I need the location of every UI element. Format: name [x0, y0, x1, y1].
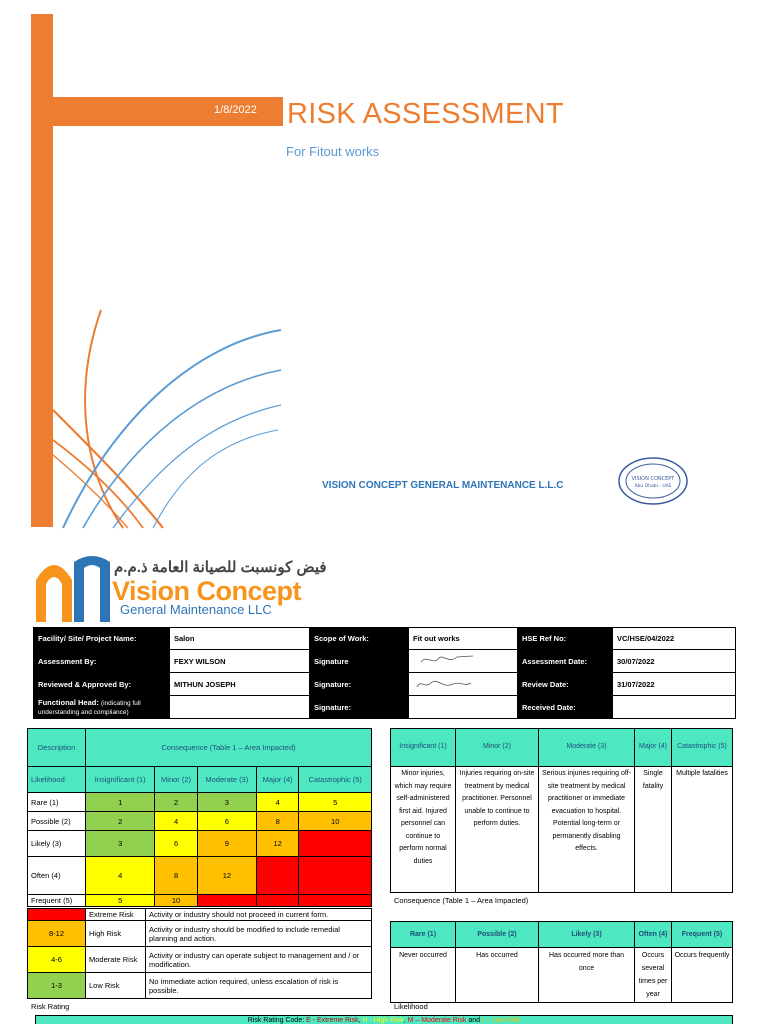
likelihood-header: Often (4)	[635, 922, 672, 948]
received-date-value	[613, 696, 736, 719]
review-date-label: Review Date:	[518, 673, 613, 696]
functional-head-label	[34, 696, 170, 719]
risk-rating-table	[27, 908, 372, 999]
code-strip-low: L - Low Risk	[481, 1017, 521, 1024]
assessed-by-value: FEXY WILSON	[170, 650, 310, 673]
rating-description: Activity or industry should be modified to include remedial planning and action.	[146, 921, 372, 947]
decorative-swooshes	[53, 270, 283, 530]
risk-rating-caption: Risk Rating	[31, 1002, 70, 1011]
matrix-row-label: Frequent (5)	[28, 895, 86, 907]
matrix-col-header: Moderate (3)	[197, 767, 256, 793]
logo-arabic-text: فيض كونسبت للصيانة العامة ذ.م.م	[114, 559, 327, 576]
matrix-row-label: Rare (1)	[28, 793, 86, 812]
risk-matrix-table	[27, 728, 372, 907]
likelihood-description: Occurs several times per year	[635, 948, 672, 1003]
company-stamp	[617, 456, 689, 506]
matrix-cell: 8	[256, 812, 298, 831]
matrix-cell: 3	[86, 831, 155, 857]
consequence-description: Single fatality	[635, 767, 672, 893]
rating-code: 15-25	[28, 909, 86, 921]
rating-description: Activity or industry can operate subject to management and / or modification.	[146, 947, 372, 973]
facility-label: Facility/ Site/ Project Name:	[34, 628, 170, 650]
consequence-description: Multiple fatalities	[672, 767, 733, 893]
matrix-cell: 15	[299, 831, 372, 857]
matrix-cell: 9	[197, 831, 256, 857]
cover-company-name: VISION CONCEPT GENERAL MAINTENANCE L.L.C	[322, 480, 564, 491]
matrix-col-header: Major (4)	[256, 767, 298, 793]
received-date-label: Received Date:	[518, 696, 613, 719]
signature-label: Signature	[310, 650, 409, 673]
consequence-description: Minor injuries, which may require self-administered first aid. Injured personnel can continue to perform normal duties	[391, 767, 456, 893]
likelihood-header: Possible (2)	[456, 922, 539, 948]
consequence-header: Major (4)	[635, 729, 672, 767]
likelihood-description: Has occurred	[456, 948, 539, 1003]
hse-ref-label: HSE Ref No:	[518, 628, 613, 650]
svg-text:Abu Dhabi - UAE: Abu Dhabi - UAE	[634, 484, 672, 489]
matrix-row-label: Possible (2)	[28, 812, 86, 831]
consequence-description: Injuries requiring on-site treatment by medical practitioner. Personnel unable to continue to perform duties.	[456, 767, 539, 893]
matrix-cell: 6	[197, 812, 256, 831]
matrix-cell: 20	[256, 895, 298, 907]
rating-level: Moderate Risk	[86, 947, 146, 973]
signature-assessor	[409, 650, 518, 673]
matrix-cell: 3	[197, 793, 256, 812]
risk-rating-code-strip: Risk Rating Code: E - Extreme Risk, H - High Risk, M – Moderate Risk and L - Low Risk	[35, 1015, 733, 1024]
matrix-cell: 25	[299, 895, 372, 907]
matrix-cell: 2	[86, 812, 155, 831]
matrix-cell: 4	[155, 812, 197, 831]
signature-functional-head	[409, 696, 518, 719]
likelihood-header: Frequent (5)	[672, 922, 733, 948]
logo-company-name: Vision Concept	[112, 576, 302, 606]
matrix-col-header: Catastrophic (5)	[299, 767, 372, 793]
consequence-header: Catastrophic (5)	[672, 729, 733, 767]
cover-title: RISK ASSESSMENT	[287, 98, 564, 130]
cover-subtitle: For Fitout works	[286, 144, 380, 159]
consequence-table	[390, 728, 733, 893]
facility-value: Salon	[170, 628, 310, 650]
code-strip-prefix: Risk Rating Code:	[247, 1017, 307, 1024]
matrix-cell: 10	[155, 895, 197, 907]
consequence-caption: Consequence (Table 1 – Area Impacted)	[394, 896, 529, 905]
matrix-row-label: Likely (3)	[28, 831, 86, 857]
matrix-cell: 16	[256, 857, 298, 895]
scope-label: Scope of Work:	[310, 628, 409, 650]
likelihood-header: Rare (1)	[391, 922, 456, 948]
assessed-by-label: Assessment By:	[34, 650, 170, 673]
rating-code: 8-12	[28, 921, 86, 947]
rating-code: 1-3	[28, 973, 86, 999]
matrix-cell: 5	[299, 793, 372, 812]
hse-ref-value: VC/HSE/04/2022	[613, 628, 736, 650]
signature-label-2: Signature:	[310, 673, 409, 696]
consequence-header: Insignificant (1)	[391, 729, 456, 767]
scope-value: Fit out works	[409, 628, 518, 650]
likelihood-description: Occurs frequently	[672, 948, 733, 1003]
consequence-description: Serious injuries requiring off-site treatment by medical practitioner or immediate evacuation to hospital. Potential long-term or permanently disabling effects.	[539, 767, 635, 893]
matrix-cell: 12	[256, 831, 298, 857]
matrix-row-label: Often (4)	[28, 857, 86, 895]
rating-level: High Risk	[86, 921, 146, 947]
rating-description: Activity or industry should not proceed in current form.	[146, 909, 372, 921]
cover-accent-bar	[31, 14, 53, 527]
likelihood-description: Has occurred more than once	[539, 948, 635, 1003]
likelihood-description: Never occurred	[391, 948, 456, 1003]
signature-reviewer	[409, 673, 518, 696]
rating-code: 4-6	[28, 947, 86, 973]
vision-concept-logo-icon	[34, 552, 112, 624]
svg-text:VISION CONCEPT: VISION CONCEPT	[631, 476, 675, 482]
review-date-value: 31/07/2022	[613, 673, 736, 696]
assessment-date-label: Assessment Date:	[518, 650, 613, 673]
likelihood-header: Likely (3)	[539, 922, 635, 948]
matrix-cell: 4	[256, 793, 298, 812]
matrix-cell: 4	[86, 857, 155, 895]
matrix-col-header: Minor (2)	[155, 767, 197, 793]
signature-reviewer-image	[413, 675, 483, 691]
matrix-cell: 20	[299, 857, 372, 895]
matrix-cell: 15	[197, 895, 256, 907]
code-strip-high: H - High Risk	[362, 1017, 404, 1024]
matrix-col-header: Insignificant (1)	[86, 767, 155, 793]
code-strip-extreme: E - Extreme Risk	[306, 1017, 359, 1024]
matrix-cell: 2	[155, 793, 197, 812]
matrix-likelihood-header: Likelihood	[28, 767, 86, 793]
functional-head-title: Functional Head:	[38, 698, 99, 707]
functional-head-value	[170, 696, 310, 719]
likelihood-caption: Likelihood	[394, 1002, 428, 1011]
matrix-cell: 5	[86, 895, 155, 907]
matrix-consequence-header: Consequence (Table 1 – Area Impacted)	[86, 729, 372, 767]
matrix-cell: 1	[86, 793, 155, 812]
matrix-description-header: Description	[28, 729, 86, 767]
consequence-header: Minor (2)	[456, 729, 539, 767]
cover-date: 1/8/2022	[214, 104, 257, 116]
matrix-cell: 6	[155, 831, 197, 857]
likelihood-table	[390, 921, 733, 1003]
rating-description: No immediate action required, unless escalation of risk is possible.	[146, 973, 372, 999]
rating-level: Low Risk	[86, 973, 146, 999]
reviewed-by-label: Reviewed & Approved By:	[34, 673, 170, 696]
reviewed-by-value: MITHUN JOSEPH	[170, 673, 310, 696]
code-strip-moderate: M – Moderate Risk	[407, 1017, 467, 1024]
assessment-date-value: 30/07/2022	[613, 650, 736, 673]
functional-head-note: (indicating full understanding and compliance)	[38, 700, 141, 716]
code-strip-and: and	[468, 1017, 481, 1024]
matrix-cell: 12	[197, 857, 256, 895]
project-info-table	[33, 627, 736, 719]
logo-subtitle: General Maintenance LLC	[120, 602, 272, 617]
matrix-cell: 8	[155, 857, 197, 895]
matrix-cell: 10	[299, 812, 372, 831]
signature-label-3: Signature:	[310, 696, 409, 719]
signature-assessor-image	[413, 652, 483, 668]
consequence-header: Moderate (3)	[539, 729, 635, 767]
rating-level: Extreme Risk	[86, 909, 146, 921]
